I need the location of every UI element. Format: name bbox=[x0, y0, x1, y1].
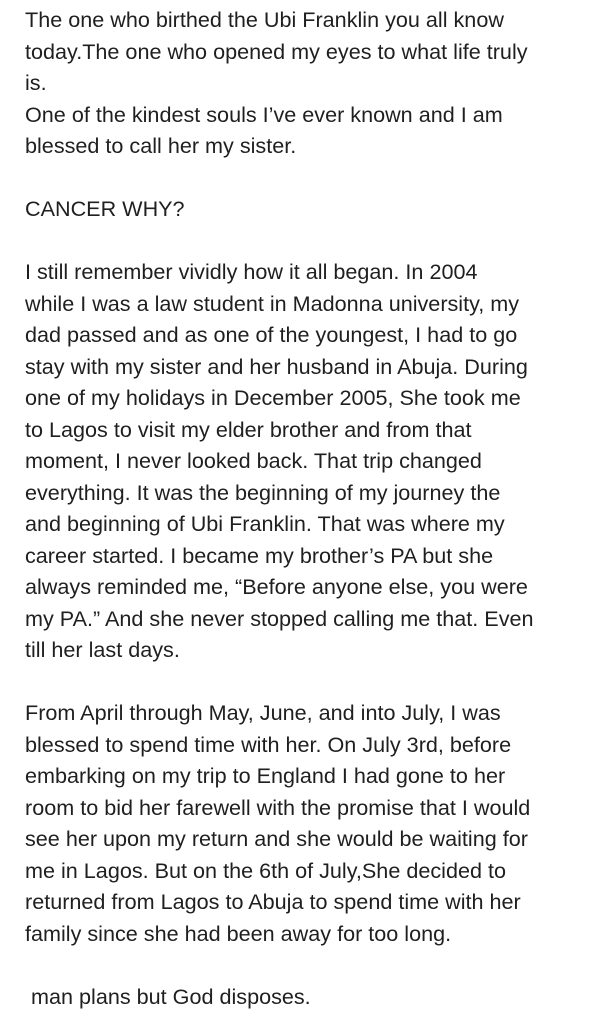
paragraph-gap bbox=[25, 666, 605, 698]
paragraph-cancer-why: CANCER WHY? bbox=[25, 196, 185, 221]
paragraph-gap bbox=[25, 162, 605, 194]
paragraph-memory: I still remember vividly how it all began. In 2004 while I was a law student in Madonna university, my dad passed and as one of the youngest, I had to go stay with my sister and her husband in Abuja. During one of my holidays in December 2005, She took me to Lagos to visit my elder brother and from that moment, I never looked back. That trip changed everything. It was the beginning of my journey the and beginning of Ubi Franklin. That was where my career started. I became my brother’s PA but she always reminded me, “Before anyone else, you were my PA.” And she never stopped calling me that. Even till her last days. bbox=[25, 259, 534, 662]
paragraph-gap bbox=[25, 949, 605, 981]
paragraph-intro: The one who birthed the Ubi Franklin you all know today.The one who opened my eyes to what life truly is. One of the kindest souls I’ve ever known and I am blessed to call her my sister. bbox=[25, 7, 528, 158]
paragraph-april-july: From April through May, June, and into July, I was blessed to spend time with her. On July 3rd, before embarking on my trip to England I had gone to her room to bid her farewell with the promise that I would see her upon my return and she would be waiting for me in Lagos. But on the 6th of July,She decided to returned from Lagos to Abuja to spend time with her family since she had been away for too long. bbox=[25, 700, 531, 946]
paragraph-gap bbox=[25, 225, 605, 257]
document-body bbox=[25, 4, 605, 1012]
paragraph-closing: man plans but God disposes. bbox=[31, 983, 311, 1009]
